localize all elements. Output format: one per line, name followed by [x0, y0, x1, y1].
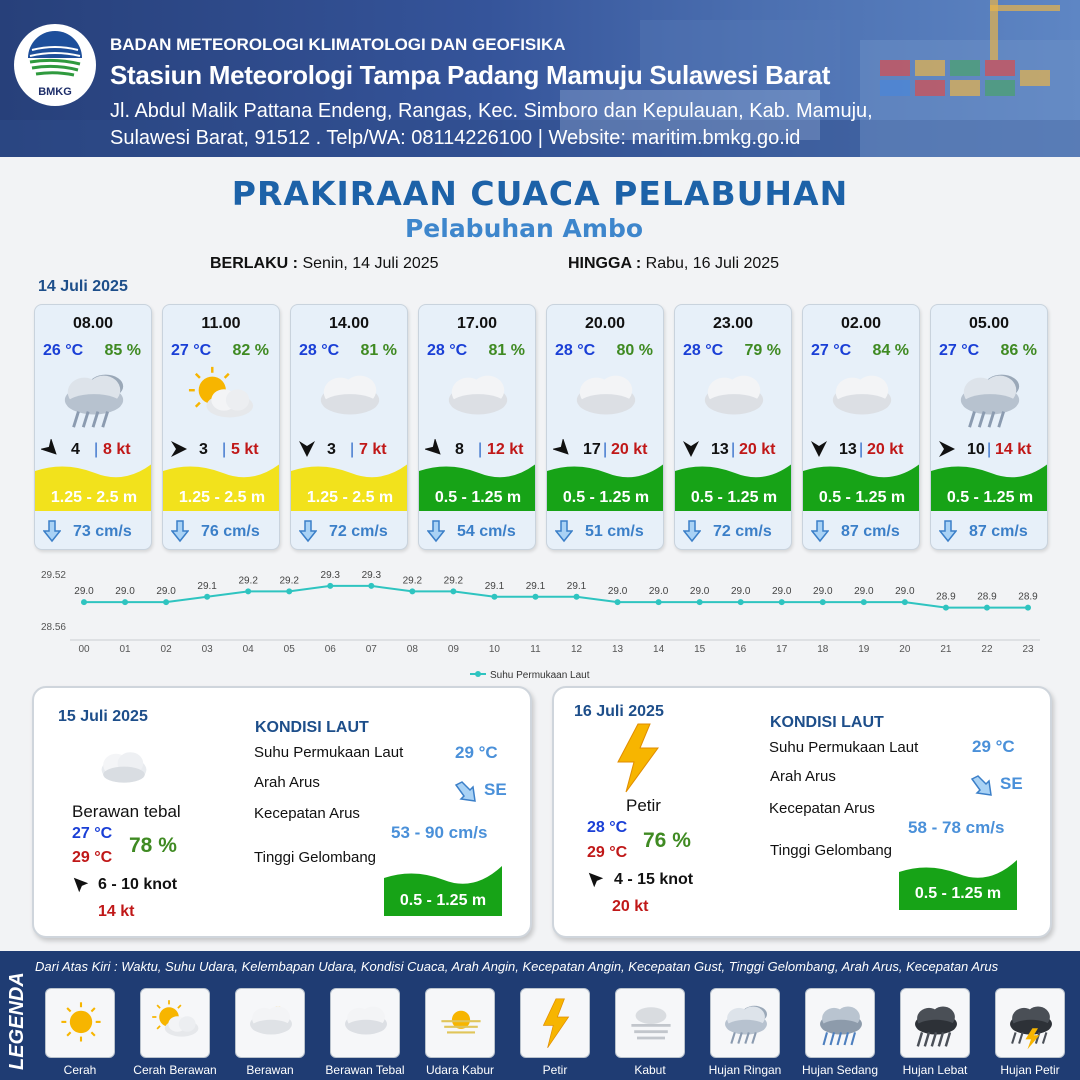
current-speed-value: 53 - 90 cm/s — [391, 823, 488, 842]
legend-label: Berawan — [246, 1063, 294, 1077]
forecast-card-1100 — [162, 304, 280, 550]
data-point — [450, 588, 456, 594]
data-label: 29.3 — [320, 569, 340, 581]
legend-label: Cerah — [63, 1063, 97, 1077]
card-humidity: 82 % — [232, 342, 269, 359]
data-point — [574, 594, 580, 600]
current-speed-label: Kecepatan Arus — [254, 805, 360, 822]
bmkg-logo — [14, 24, 96, 106]
data-label: 29.0 — [772, 586, 792, 598]
address-line-1: Jl. Abdul Malik Pattana Endeng, Rangas, Kec. Simboro dan Kepulauan, Kab. Mamuju, — [110, 100, 873, 122]
data-label: 28.9 — [1018, 591, 1038, 603]
data-point — [368, 583, 374, 589]
panel-humidity: 78 % — [129, 834, 177, 857]
card-wave-height: 0.5 - 1.25 m — [818, 489, 906, 506]
card-current-speed: 72 cm/s — [329, 523, 388, 540]
wind-direction-icon — [809, 439, 829, 459]
card-current-speed: 87 cm/s — [969, 523, 1028, 540]
card-temperature: 26 °C — [43, 342, 84, 359]
x-tick-label: 19 — [858, 644, 870, 655]
x-tick-label: 01 — [119, 644, 131, 655]
x-tick-label: 12 — [570, 644, 583, 655]
panel-temp-max: 29 °C — [587, 844, 628, 861]
card-separator: | — [731, 441, 736, 458]
x-tick-label: 10 — [488, 644, 500, 655]
day-panel-15 — [32, 686, 532, 938]
x-tick-label: 16 — [735, 644, 747, 655]
forecast-card-0200 — [802, 304, 920, 550]
data-label: 29.0 — [813, 586, 833, 598]
legend-label: Hujan Ringan — [708, 1063, 782, 1077]
card-wave-height: 1.25 - 2.5 m — [178, 489, 266, 506]
data-point — [409, 588, 415, 594]
panel-date: 16 Juli 2025 — [574, 703, 664, 720]
legend-item-hujan-lebat — [900, 988, 970, 1058]
sunny-cloud-icon — [148, 996, 204, 1052]
legend-item-petir — [520, 988, 590, 1058]
wind-direction-icon — [169, 439, 189, 459]
station-name: Stasiun Meteorologi Tampa Padang Mamuju Sulawesi Barat — [110, 60, 831, 90]
station-address — [110, 98, 1070, 152]
x-tick-label: 02 — [160, 644, 172, 655]
card-wind-speed: 3 — [327, 441, 336, 458]
card-temperature: 28 °C — [555, 342, 596, 359]
data-label: 29.0 — [854, 586, 874, 598]
forecast-card-2000 — [546, 304, 664, 550]
data-label: 29.1 — [566, 580, 587, 592]
panel-gust: 20 kt — [612, 898, 649, 915]
legend-item-cerah-berawan — [140, 988, 210, 1058]
legend-label: Cerah Berawan — [133, 1063, 217, 1077]
card-gust: 20 kt — [867, 441, 904, 458]
x-tick-label: 07 — [365, 644, 377, 655]
data-point — [779, 599, 785, 605]
legend-label: Berawan Tebal — [325, 1063, 405, 1077]
current-speed-label: Kecepatan Arus — [769, 800, 875, 817]
data-label: 29.3 — [361, 569, 382, 581]
card-wave-height: 1.25 - 2.5 m — [50, 489, 138, 506]
data-point — [820, 599, 826, 605]
sea-condition-title: KONDISI LAUT — [770, 714, 884, 731]
legend-label: Udara Kabur — [425, 1063, 495, 1077]
current-direction-icon — [427, 519, 445, 543]
current-direction-icon — [939, 519, 957, 543]
card-gust: 5 kt — [231, 441, 259, 458]
wind-arrow-icon — [587, 871, 605, 889]
data-point — [286, 588, 292, 594]
card-gust: 8 kt — [103, 441, 131, 458]
sst-value: 29 °C — [455, 743, 498, 762]
data-label: 29.0 — [74, 586, 94, 598]
day-panel-16 — [552, 686, 1052, 938]
card-humidity: 85 % — [104, 342, 141, 359]
legend-label: Hujan Lebat — [902, 1063, 968, 1077]
card-separator: | — [478, 441, 483, 458]
sst-label: Suhu Permukaan Laut — [254, 744, 404, 761]
current-direction-icon — [969, 773, 995, 799]
valid-to-label: HINGGA : — [568, 255, 642, 272]
overcast-icon — [438, 363, 518, 433]
valid-to-value: Rabu, 16 Juli 2025 — [645, 255, 780, 272]
data-point — [532, 594, 538, 600]
card-wind-speed: 3 — [199, 441, 208, 458]
haze-icon — [433, 996, 489, 1052]
light-rain-icon — [950, 363, 1030, 433]
wind-direction-icon — [425, 439, 445, 459]
current-direction-icon — [299, 519, 317, 543]
overcast-icon — [822, 363, 902, 433]
overcast-icon — [92, 742, 156, 788]
panel-condition: Petir — [626, 796, 661, 815]
card-wind-speed: 13 — [711, 441, 729, 458]
cloudy-icon — [243, 996, 299, 1052]
legend-label: Hujan Sedang — [801, 1063, 879, 1077]
card-current-speed: 54 cm/s — [457, 523, 516, 540]
card-time: 23.00 — [712, 315, 754, 332]
x-tick-label: 08 — [406, 644, 418, 655]
card-separator: | — [94, 441, 99, 458]
card-wave-height: 0.5 - 1.25 m — [690, 489, 778, 506]
card-gust: 20 kt — [739, 441, 776, 458]
card-time: 11.00 — [201, 315, 241, 332]
valid-from — [210, 255, 439, 273]
card-humidity: 80 % — [616, 342, 653, 359]
card-separator: | — [987, 441, 992, 458]
x-tick-label: 03 — [201, 644, 213, 655]
wave-height-label: Tinggi Gelombang — [254, 849, 377, 866]
valid-from-value: Senin, 14 Juli 2025 — [302, 255, 439, 272]
forecast-card-2300 — [674, 304, 792, 550]
current-dir-value: SE — [1000, 774, 1023, 793]
legend-item-cerah — [45, 988, 115, 1058]
legend-item-hujan-ringan — [710, 988, 780, 1058]
wind-direction-icon — [553, 439, 573, 459]
data-label: 29.1 — [197, 580, 217, 592]
panel-humidity: 76 % — [643, 829, 691, 852]
data-point — [738, 599, 744, 605]
card-temperature: 28 °C — [299, 342, 340, 359]
x-tick-label: 23 — [1022, 644, 1034, 655]
legend-item-hujan-sedang — [805, 988, 875, 1058]
card-time: 20.00 — [584, 315, 626, 332]
data-label: 28.9 — [977, 591, 997, 603]
light-rain-icon — [718, 996, 774, 1052]
data-label: 29.1 — [525, 580, 546, 592]
data-point — [1025, 605, 1031, 611]
card-separator: | — [222, 441, 227, 458]
data-label: 29.0 — [607, 586, 628, 598]
overcast-icon — [566, 363, 646, 433]
thunderstorm-icon — [1003, 996, 1059, 1052]
data-point — [163, 599, 169, 605]
x-tick-label: 20 — [899, 644, 911, 655]
panel-temp-max: 29 °C — [72, 849, 113, 866]
card-current-speed: 72 cm/s — [713, 523, 772, 540]
card-gust: 7 kt — [359, 441, 387, 458]
legend-item-berawan — [235, 988, 305, 1058]
x-tick-label: 14 — [653, 644, 665, 655]
wave-height-value: 0.5 - 1.25 m — [399, 892, 487, 909]
sst-value: 29 °C — [972, 737, 1015, 756]
current-direction-icon — [555, 519, 573, 543]
panel-date: 15 Juli 2025 — [58, 708, 148, 725]
valid-from-label: BERLAKU : — [210, 255, 298, 272]
card-time: 08.00 — [72, 315, 114, 332]
data-label: 29.0 — [730, 586, 751, 598]
wave-height-value: 0.5 - 1.25 m — [914, 885, 1002, 902]
logo-text: BMKG — [38, 86, 72, 98]
panel-temp-min: 28 °C — [587, 819, 628, 836]
card-separator: | — [603, 441, 608, 458]
lightning-icon — [610, 722, 666, 794]
legend-label: Kabut — [634, 1063, 666, 1077]
wave-height-label: Tinggi Gelombang — [770, 842, 893, 859]
card-wind-speed: 10 — [967, 441, 985, 458]
data-label: 29.0 — [115, 586, 135, 598]
x-tick-label: 18 — [817, 644, 829, 655]
port-name: Pelabuhan Ambo — [404, 214, 644, 243]
panel-wind: 6 - 10 knot — [98, 876, 178, 893]
card-temperature: 28 °C — [683, 342, 724, 359]
data-point — [861, 599, 867, 605]
y-tick-label: 29.52 — [40, 570, 66, 581]
current-dir-label: Arah Arus — [770, 768, 836, 785]
card-wind-speed: 13 — [839, 441, 857, 458]
heavy-rain-icon — [908, 996, 964, 1052]
x-tick-label: 00 — [78, 644, 90, 655]
card-temperature: 28 °C — [427, 342, 468, 359]
card-humidity: 86 % — [1000, 342, 1037, 359]
moderate-rain-icon — [813, 996, 869, 1052]
card-temperature: 27 °C — [939, 342, 980, 359]
data-label: 29.1 — [484, 580, 505, 592]
sea-condition-title: KONDISI LAUT — [255, 719, 369, 736]
card-wave-height: 0.5 - 1.25 m — [434, 489, 522, 506]
card-gust: 20 kt — [611, 441, 648, 458]
data-label: 29.0 — [156, 586, 176, 598]
data-point — [245, 588, 251, 594]
data-label: 29.2 — [238, 575, 258, 587]
page-title: PRAKIRAAN CUACA PELABUHAN — [231, 174, 849, 213]
data-point — [902, 599, 908, 605]
card-current-speed: 73 cm/s — [73, 523, 132, 540]
card-humidity: 84 % — [872, 342, 909, 359]
card-wave-height: 0.5 - 1.25 m — [946, 489, 1034, 506]
current-direction-icon — [171, 519, 189, 543]
panel-condition: Berawan tebal — [72, 802, 181, 821]
card-temperature: 27 °C — [811, 342, 852, 359]
legend-title — [3, 960, 31, 1072]
x-tick-label: 06 — [324, 644, 336, 655]
x-tick-label: 17 — [776, 644, 788, 655]
legend-label: Petir — [542, 1063, 568, 1077]
x-tick-label: 15 — [694, 644, 706, 655]
panel-wind: 4 - 15 knot — [614, 871, 694, 888]
panel-temp-min: 27 °C — [72, 825, 113, 842]
card-time: 14.00 — [328, 315, 370, 332]
legend-item-kabut — [615, 988, 685, 1058]
sst-label: Suhu Permukaan Laut — [769, 739, 919, 756]
forecast-card-1400 — [290, 304, 408, 550]
card-time: 05.00 — [968, 315, 1010, 332]
current-dir-value: SE — [484, 780, 507, 799]
legend-item-berawan-tebal — [330, 988, 400, 1058]
card-time: 17.00 — [456, 315, 498, 332]
data-point — [204, 594, 210, 600]
wind-direction-icon — [297, 439, 317, 459]
overcast-icon — [310, 363, 390, 433]
data-point — [491, 594, 497, 600]
data-label: 29.0 — [895, 586, 915, 598]
sea-temp-chart — [0, 560, 1080, 685]
current-direction-icon — [811, 519, 829, 543]
x-tick-label: 05 — [283, 644, 295, 655]
forecast-card-0500 — [930, 304, 1048, 550]
bmkg-emblem-icon — [14, 24, 96, 84]
data-label: 29.2 — [443, 575, 464, 587]
data-label: 28.9 — [936, 591, 956, 603]
card-humidity: 81 % — [488, 342, 525, 359]
overcast-icon — [694, 363, 774, 433]
series-line — [84, 586, 1028, 608]
x-tick-label: 21 — [940, 644, 952, 655]
card-wind-speed: 4 — [71, 441, 80, 458]
card-current-speed: 51 cm/s — [585, 523, 644, 540]
chart-legend-label: Suhu Permukaan Laut — [490, 670, 590, 681]
legend-title-text: LEGENDA — [6, 972, 28, 1070]
card-wind-speed: 8 — [455, 441, 464, 458]
data-point — [943, 605, 949, 611]
data-point — [697, 599, 703, 605]
sunny-icon — [53, 996, 109, 1052]
data-label: 29.2 — [402, 575, 423, 587]
data-point — [656, 599, 662, 605]
header-banner — [0, 0, 1080, 157]
legend-swatch-dot — [475, 671, 481, 677]
legend-item-udara-kabur — [425, 988, 495, 1058]
current-direction-icon — [683, 519, 701, 543]
agency-name: BADAN METEOROLOGI KLIMATOLOGI DAN GEOFISIKA — [110, 35, 566, 54]
card-time: 02.00 — [840, 315, 882, 332]
panel-gust: 14 kt — [98, 903, 135, 920]
data-label: 29.2 — [279, 575, 299, 587]
data-point — [122, 599, 128, 605]
current-direction-icon — [43, 519, 61, 543]
data-point — [81, 599, 87, 605]
x-tick-label: 09 — [447, 644, 459, 655]
wind-direction-icon — [681, 439, 701, 459]
day1-date: 14 Juli 2025 — [38, 278, 128, 295]
x-tick-label: 11 — [530, 644, 541, 655]
card-wave-height: 1.25 - 2.5 m — [306, 489, 394, 506]
current-dir-label: Arah Arus — [254, 774, 320, 791]
current-speed-value: 58 - 78 cm/s — [908, 818, 1005, 837]
forecast-card-0800 — [34, 304, 152, 550]
card-wave-height: 0.5 - 1.25 m — [562, 489, 650, 506]
address-line-2: Sulawesi Barat, 91512 . Telp/WA: 08114226100 | Website: maritim.bmkg.go.id — [110, 127, 801, 149]
wind-direction-icon — [41, 439, 61, 459]
card-wind-speed: 17 — [583, 441, 601, 458]
partly-cloudy-icon — [182, 363, 262, 433]
x-tick-label: 22 — [981, 644, 993, 655]
data-point — [327, 583, 333, 589]
light-rain-icon — [54, 363, 134, 433]
card-separator: | — [859, 441, 864, 458]
card-temperature: 27 °C — [171, 342, 212, 359]
y-tick-label: 28.56 — [40, 622, 66, 633]
wind-arrow-icon — [72, 876, 90, 894]
wind-direction-icon — [937, 439, 957, 459]
fog-icon — [623, 996, 679, 1052]
x-tick-label: 13 — [612, 644, 624, 655]
card-gust: 12 kt — [487, 441, 524, 458]
card-current-speed: 76 cm/s — [201, 523, 260, 540]
legend-description: Dari Atas Kiri : Waktu, Suhu Udara, Kelembapan Udara, Kondisi Cuaca, Arah Angin, Kecepatan Angin, Kecepatan Gust, Tinggi Gelombang, Arah Arus, Kecepatan Arus — [35, 959, 999, 974]
card-separator: | — [350, 441, 355, 458]
data-label: 29.0 — [689, 586, 710, 598]
card-humidity: 79 % — [744, 342, 781, 359]
card-current-speed: 87 cm/s — [841, 523, 900, 540]
legend-label: Hujan Petir — [1000, 1063, 1060, 1077]
x-tick-label: 04 — [242, 644, 254, 655]
data-point — [615, 599, 621, 605]
forecast-card-1700 — [418, 304, 536, 550]
current-direction-icon — [453, 779, 479, 805]
overcast-icon — [338, 996, 394, 1052]
lightning-icon — [528, 996, 584, 1052]
data-label: 29.0 — [648, 586, 669, 598]
data-point — [984, 605, 990, 611]
card-humidity: 81 % — [360, 342, 397, 359]
valid-to — [568, 255, 779, 273]
card-gust: 14 kt — [995, 441, 1032, 458]
legend-item-hujan-petir — [995, 988, 1065, 1058]
